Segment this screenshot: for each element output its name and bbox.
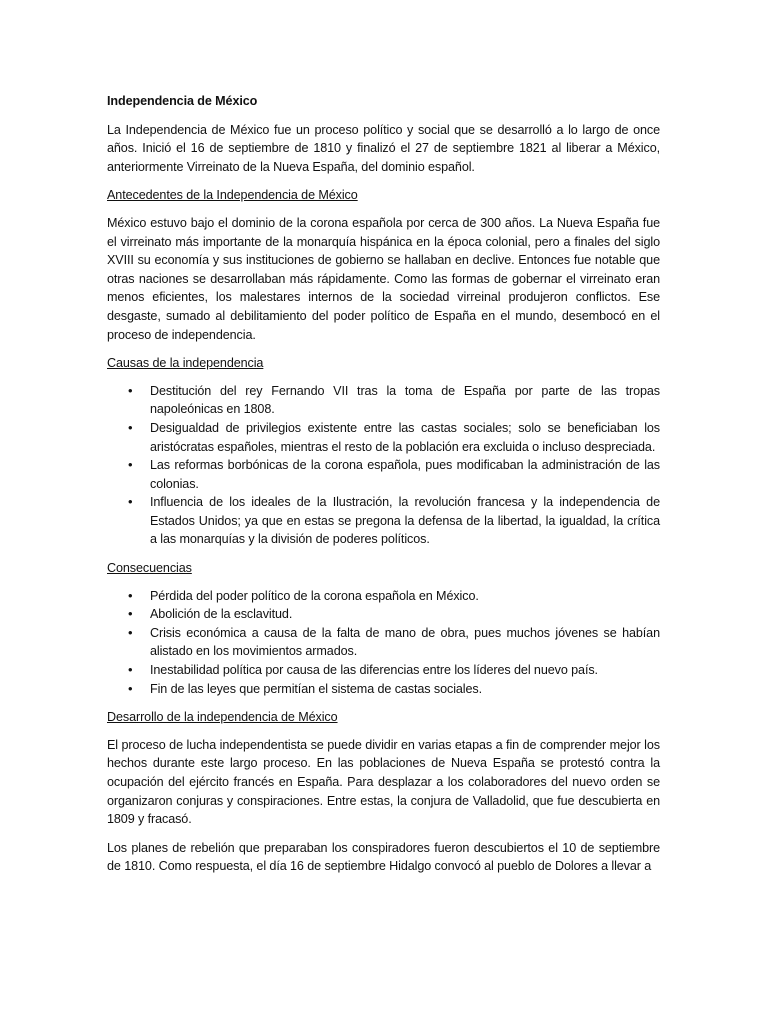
consecuencias-list bbox=[107, 587, 660, 699]
consecuencias-heading: Consecuencias bbox=[107, 561, 192, 576]
list-item-text: Inestabilidad política por causa de las diferencias entre los líderes del nuevo país. bbox=[150, 663, 598, 678]
list-item-text: Influencia de los ideales de la Ilustración, la revolución francesa y la independencia de Estados Unidos; ya que en estas se pregona la defensa de la libertad, la igualdad, la crítica a las monarquías y la división de poderes políticos. bbox=[150, 495, 660, 547]
bullet-icon: • bbox=[128, 680, 133, 696]
list-item-text: Fin de las leyes que permitían el sistema de castas sociales. bbox=[150, 681, 482, 696]
bullet-icon: • bbox=[128, 457, 133, 473]
causas-heading: Causas de la independencia bbox=[107, 356, 264, 371]
desarrollo-paragraph-1: El proceso de lucha independentista se puede dividir en varias etapas a fin de comprender mejor los hechos durante este largo proceso. En las poblaciones de Nueva España se protestó contra la ocupación del ejército francés en España. Para desplazar a los colaboradores del nuevo orden se organizaron conjuras y conspiraciones. Entre estas, la conjura de Valladolid, que fue descubierta en 1809 y fracasó. bbox=[107, 737, 660, 827]
bullet-icon: • bbox=[128, 587, 133, 603]
list-item-text: Crisis económica a causa de la falta de mano de obra, pues muchos jóvenes se habían alistado en los movimientos armados. bbox=[150, 625, 660, 659]
list-item-text: Destitución del rey Fernando VII tras la toma de España por parte de las tropas napoleónicas en 1808. bbox=[150, 383, 660, 417]
list-item bbox=[107, 419, 660, 456]
antecedentes-paragraph: México estuvo bajo el dominio de la corona española por cerca de 300 años. La Nueva España fue el virreinato más importante de la monarquía hispánica en la época colonial, pero a finales del siglo XVIII su economía y sus instituciones de gobierno se hallaban en declive. Entonces fue notable que otras naciones se desarrollaban más rápidamente. Como las formas de gobernar el virreinato eran menos eficientes, los malestares internos de la sociedad virreinal produjeron conflictos. Ese desgaste, sumado al debilitamiento del poder político de España en el mundo, desembocó en el proceso de independencia. bbox=[107, 215, 660, 342]
bullet-icon: • bbox=[128, 419, 133, 435]
desarrollo-paragraph-2: Los planes de rebelión que preparaban los conspiradores fueron descubiertos el 10 de septiembre de 1810. Como respuesta, el día 16 de septiembre Hidalgo convocó al pueblo de Dolores a llevar a bbox=[107, 840, 660, 874]
antecedentes-heading: Antecedentes de la Independencia de México bbox=[107, 188, 358, 203]
desarrollo-heading: Desarrollo de la independencia de México bbox=[107, 710, 338, 725]
list-item-text: Desigualdad de privilegios existente entre las castas sociales; solo se beneficiaban los aristócratas españoles, mientras el resto de la población era excluida o incluso despreciada. bbox=[150, 420, 660, 454]
list-item bbox=[107, 661, 660, 680]
causas-list bbox=[107, 382, 660, 549]
list-item-text: Las reformas borbónicas de la corona española, pues modificaban la administración de las colonias. bbox=[150, 458, 660, 491]
list-item bbox=[107, 382, 660, 419]
bullet-icon: • bbox=[128, 382, 133, 398]
list-item-text: Abolición de la esclavitud. bbox=[150, 607, 293, 622]
list-item bbox=[107, 456, 660, 493]
list-item bbox=[107, 680, 660, 699]
intro-paragraph: La Independencia de México fue un proceso político y social que se desarrolló a lo largo de once años. Inició el 16 de septiembre de 1810 y finalizó el 27 de septiembre 1821 al liberar a México, anteriormente Virreinato de la Nueva España, del dominio español. bbox=[107, 122, 660, 174]
bullet-icon: • bbox=[128, 624, 133, 640]
list-item bbox=[107, 605, 660, 624]
list-item bbox=[107, 493, 660, 549]
list-item bbox=[107, 624, 660, 661]
list-item bbox=[107, 587, 660, 606]
bullet-icon: • bbox=[128, 494, 133, 510]
bullet-icon: • bbox=[128, 662, 133, 678]
bullet-icon: • bbox=[128, 606, 133, 622]
document-title: Independencia de México bbox=[107, 94, 258, 108]
document-page bbox=[107, 92, 660, 886]
list-item-text: Pérdida del poder político de la corona española en México. bbox=[150, 588, 479, 603]
